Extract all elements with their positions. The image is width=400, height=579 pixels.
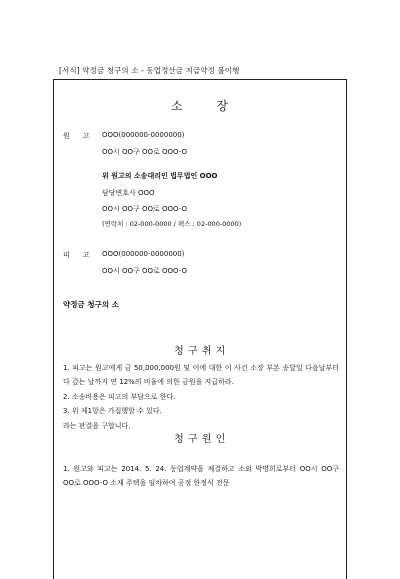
cause-heading: 청 구 원 인 <box>174 434 226 445</box>
cause-paragraph-1: 1. 원고와 피고는 2014. 5. 24. 동업계약을 체결하고 소외 박명희로부터 OO시 OO구 OO로 OOO-O 소재 주택을 임차하여 공정 한정식 전문 <box>63 465 339 488</box>
plaintiff-role-char-2: 고 <box>82 132 90 140</box>
document-title: 소 장 <box>171 99 229 113</box>
claim-body <box>63 361 339 433</box>
defendant-role-char-2: 고 <box>82 251 90 259</box>
cause-body <box>63 462 339 491</box>
document-caption: [서식] 약정금 청구의 소 - 동업정산금 지급약정 불이행 <box>59 66 240 75</box>
defendant-role-label <box>63 250 90 260</box>
plaintiff-role-char-1: 원 <box>63 132 70 140</box>
attorney-contact: (연락처 : 02-000-0000 / 팩스 : 02-000-0000) <box>102 220 242 228</box>
claim-paragraph-3: 3. 위 제1항은 가집행할 수 있다. <box>63 407 162 416</box>
claim-heading: 청 구 취 지 <box>174 346 226 357</box>
attorney-firm: 위 원고의 소송대리인 법무법인 OOO <box>102 172 218 180</box>
defendant-address: OO시 OO구 OO로 OOO-O <box>102 267 187 275</box>
plaintiff-role-label <box>63 131 90 141</box>
plaintiff-name: OOO(000000-0000000) <box>102 131 185 139</box>
complaint-document <box>53 79 347 579</box>
defendant-role-char-1: 피 <box>63 251 70 259</box>
claim-paragraph-1: 1. 피고는 원고에게 금 50,000,000원 및 이에 대한 이 사건 소장 부본 송달일 다음날부터 다 갚는 날까지 연 12%의 비율에 의한 금원을 지급하라. <box>63 364 339 387</box>
attorney-address: OO시 OO구 OO로 OOO-O <box>102 205 187 213</box>
plaintiff-address: OO시 OO구 OO로 OOO-O <box>102 148 187 156</box>
attorney-name: 담당변호사 OOO <box>102 189 155 197</box>
claim-paragraph-4: 라는 판결을 구합니다. <box>63 421 131 430</box>
claim-paragraph-2: 2. 소송비용은 피고의 부담으로 한다. <box>63 392 176 401</box>
case-name: 약정금 청구의 소 <box>63 300 119 309</box>
defendant-name: OOO(000000-0000000) <box>102 250 185 258</box>
